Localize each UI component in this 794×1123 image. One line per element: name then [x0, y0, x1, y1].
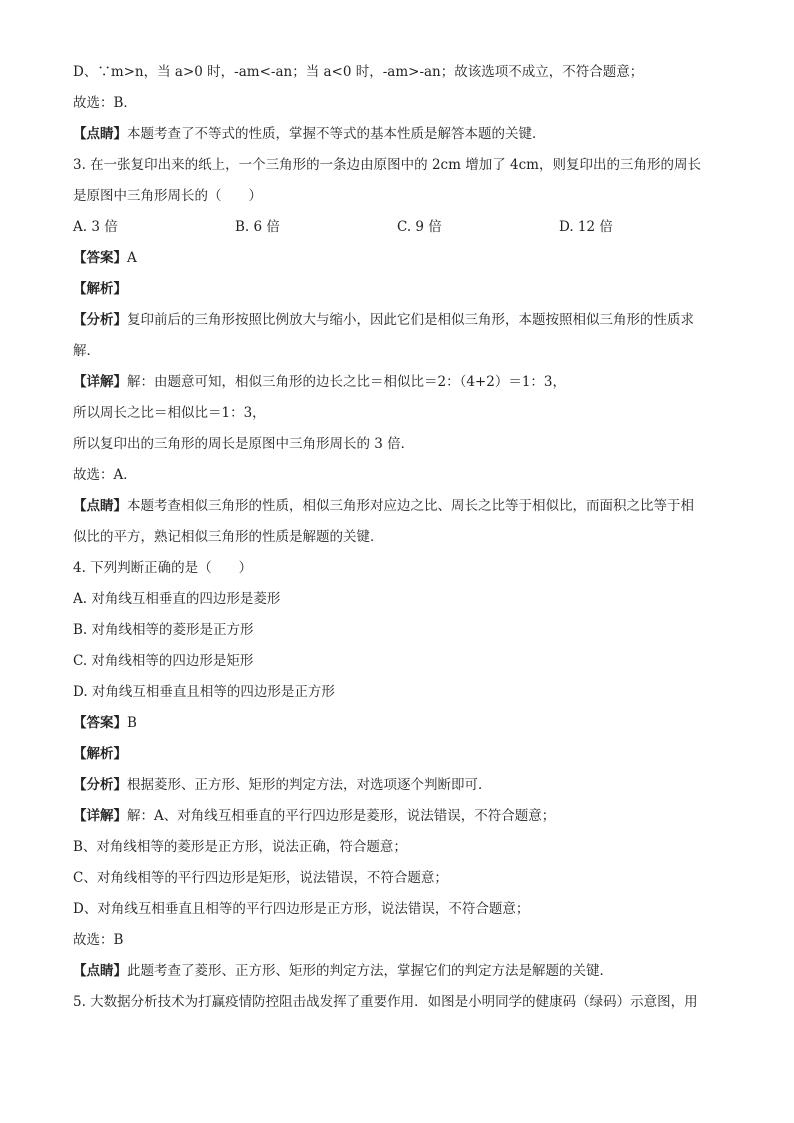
- q5-stem-line1: 5. 大数据分析技术为打赢疫情防控阻击战发挥了重要作用．如图是小明同学的健康码（绿码）示意图，用: [73, 994, 698, 1010]
- analysis-tag: 【解析】: [73, 281, 127, 297]
- q3-detail-line1: [73, 367, 723, 398]
- analysis-tag: 【解析】: [73, 746, 127, 762]
- comment-text: 本题考查了不等式的性质，掌握不等式的基本性质是解答本题的关键．: [127, 126, 546, 142]
- q4-detail-line4: D、对角线互相垂直且相等的平行四边形是正方形，说法错误，不符合题意；: [73, 901, 530, 917]
- q4-answer: [73, 708, 723, 739]
- q4-detail-line3: C、对角线相等的平行四边形是矩形，说法错误，不符合题意；: [73, 870, 448, 886]
- comment-text: 此题考查了菱形、正方形、矩形的判定方法，掌握它们的判定方法是解题的关键．: [127, 963, 613, 979]
- answer-value: B: [127, 715, 137, 731]
- comment-tag: 【点睛】: [73, 963, 127, 979]
- fenxi-tag: 【分析】: [73, 312, 127, 328]
- q3-options: [73, 212, 723, 243]
- q4-choose-line: 故选：B: [73, 932, 124, 948]
- q3-stem-line1: 3. 在一张复印出来的纸上，一个三角形的一条边由原图中的 2cm 增加了 4cm，则复印出的三角形的周长: [73, 157, 701, 173]
- q4-stem: 4. 下列判断正确的是（ ）: [73, 560, 253, 576]
- q3-fenxi-line1: [73, 305, 723, 336]
- q3-option-d: D. 12 倍: [559, 219, 613, 235]
- q2-comment: [73, 119, 723, 150]
- q4-analysis-heading: [73, 739, 723, 770]
- detail-text: 解：由题意可知，相似三角形的边长之比＝相似比＝2：（4+2）＝1：3，: [127, 374, 567, 390]
- q4-fenxi: [73, 770, 723, 801]
- comment-text: 本题考查相似三角形的性质，相似三角形对应边之比、周长之比等于相似比，而面积之比等于相: [127, 498, 694, 514]
- q3-detail-line2: 所以周长之比＝相似比＝1：3，: [73, 405, 266, 421]
- document-page: [73, 57, 723, 1018]
- q3-answer: [73, 243, 723, 274]
- q4-option-d: D. 对角线互相垂直且相等的四边形是正方形: [73, 684, 335, 700]
- q2-option-d-explanation: D、∵m>n，当 a>0 时，-am<-an；当 a<0 时，-am>-an；故该选项不成立，不符合题意；: [73, 64, 644, 80]
- answer-tag: 【答案】: [73, 250, 127, 266]
- q3-comment-line1: [73, 491, 723, 522]
- detail-tag: 【详解】: [73, 374, 127, 390]
- answer-value: A: [127, 250, 137, 266]
- q3-detail-line3: 所以复印出的三角形的周长是原图中三角形周长的 3 倍．: [73, 436, 415, 452]
- q4-detail-line1: [73, 801, 723, 832]
- fenxi-tag: 【分析】: [73, 777, 127, 793]
- q3-option-b: B. 6 倍: [235, 219, 280, 235]
- q4-option-b: B. 对角线相等的菱形是正方形: [73, 622, 254, 638]
- q4-comment: [73, 956, 723, 987]
- fenxi-text: 复印前后的三角形按照比例放大与缩小，因此它们是相似三角形，本题按照相似三角形的性质求: [127, 312, 694, 328]
- q3-option-a: A. 3 倍: [73, 219, 118, 235]
- q2-answer-line: 故选：B．: [73, 95, 137, 111]
- detail-text: 解：A、对角线互相垂直的平行四边形是菱形，说法错误，不符合题意；: [127, 808, 556, 824]
- q3-analysis-heading: [73, 274, 723, 305]
- comment-tag: 【点睛】: [73, 126, 127, 142]
- q3-fenxi-line2: 解．: [73, 343, 100, 359]
- q4-detail-line2: B、对角线相等的菱形是正方形，说法正确，符合题意；: [73, 839, 407, 855]
- comment-tag: 【点睛】: [73, 498, 127, 514]
- q4-option-c: C. 对角线相等的四边形是矩形: [73, 653, 254, 669]
- q4-option-a: A. 对角线互相垂直的四边形是菱形: [73, 591, 281, 607]
- detail-tag: 【详解】: [73, 808, 127, 824]
- q3-stem-line2: 是原图中三角形周长的（ ）: [73, 188, 262, 204]
- fenxi-text: 根据菱形、正方形、矩形的判定方法，对选项逐个判断即可．: [127, 777, 492, 793]
- q3-option-c: C. 9 倍: [397, 219, 442, 235]
- answer-tag: 【答案】: [73, 715, 127, 731]
- q3-choose-line: 故选：A．: [73, 467, 137, 483]
- q3-comment-line2: 似比的平方，熟记相似三角形的性质是解题的关键．: [73, 529, 384, 545]
